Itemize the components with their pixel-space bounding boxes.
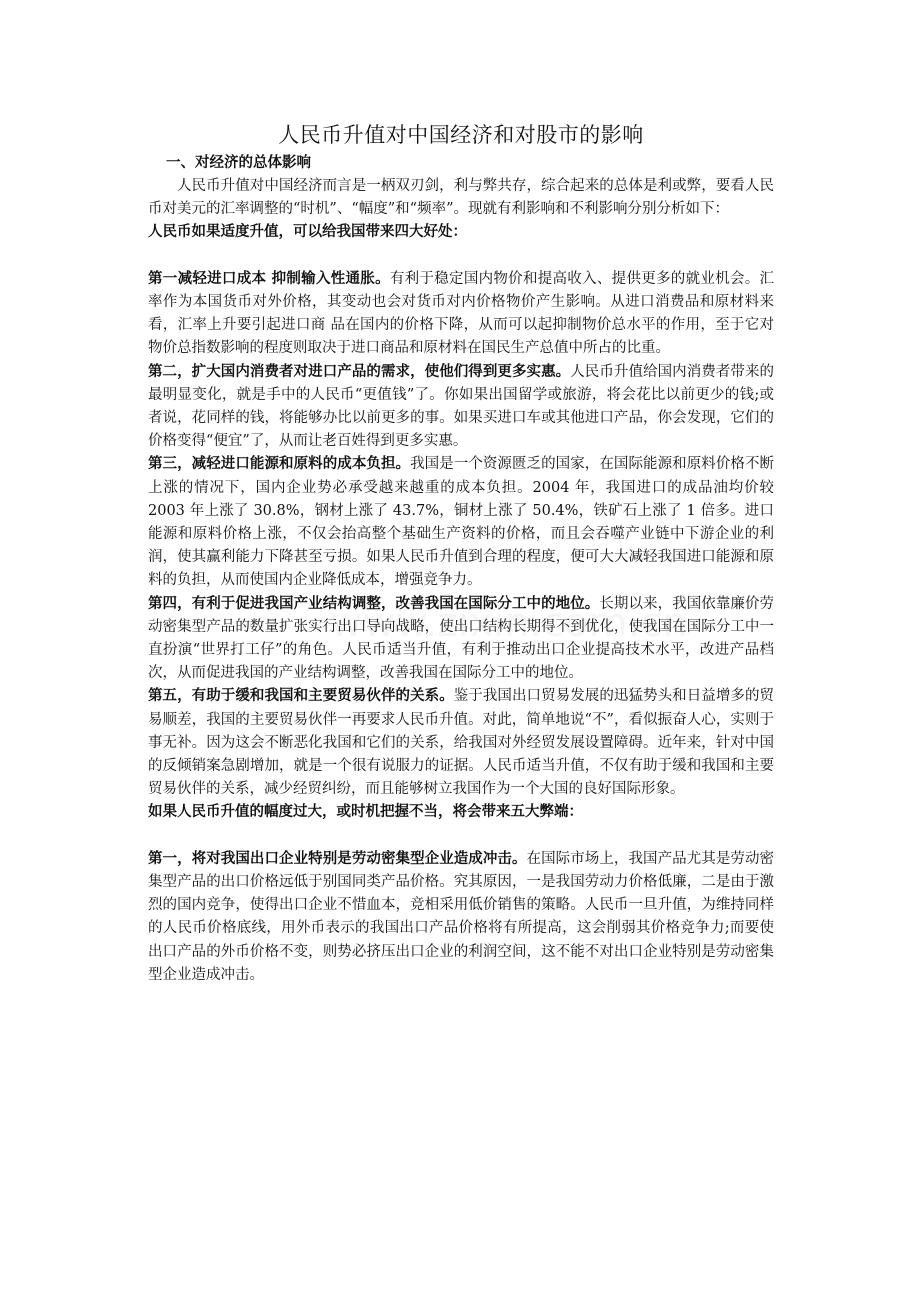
benefit-lead-3: 第三，减轻进口能源和原料的成本负担。 xyxy=(148,456,411,473)
intro-paragraph: 人民币升值对中国经济而言是一柄双刃剑，利与弊共存，综合起来的总体是利或弊，要看人民币对美元的汇率调整的“时机”、“幅度”和“频率”。现就有利影响和不利影响分别分析如下： xyxy=(148,178,774,218)
benefit-text-4: 长期以来，我国依靠廉价劳动密集型产品的数量扩张实行出口导向战略，使出口结构长期得不到优化，使我国在国际分工中一直扮演“世界打工仔”的角色。人民币适当升值，有利于推动出口企业提高技术水平，改进产品档次，从而促进我国的产业结构调整，改善我国在国际分工中的地位。 xyxy=(148,595,774,682)
drawbacks-heading: 如果人民币升值的幅度过大，或时机把握不当，将会带来五大弊端： xyxy=(148,804,583,821)
drawback-lead-1: 第一，将对我国出口企业特别是劳动密集型企业造成冲击。 xyxy=(148,850,527,867)
benefit-text-2: 人民币升值给国内消费者带来的最明显变化，就是手中的人民币“更值钱”了。你如果出国留学或旅游，将会花比以前更少的钱;或者说，花同样的钱，将能够办比以前更多的事。如果买进口车或其他进口产品，你会发现，它们的价格变得“便宜”了，从而让老百姓得到更多实惠。 xyxy=(148,363,775,450)
drawback-paragraph-1 xyxy=(148,848,774,987)
benefit-paragraph-3 xyxy=(148,453,774,592)
benefit-lead-4: 第四，有利于促进我国产业结构调整，改善我国在国际分工中的地位。 xyxy=(148,595,600,612)
benefit-text-3: 我国是一个资源匮乏的国家，在国际能源和原料价格不断上涨的情况下，国内企业势必承受越来越重的成本负担。2004 年，我国进口的成品油均价较 2003 年上涨了 30.8%，钢材上涨了 43.7%，铜材上涨了 50.4%，铁矿石上涨了 1 倍多。进口能源和原料价格上涨，不仅会抬高整个基础生产资料的价格，而且会吞噬产业链中下游企业的利润，使其赢利能力下降甚至亏损。如果人民币升值到合理的程度，便可大大减轻我国进口能源和原料的负担，从而使国内企业降低成本，增强竞争力。 xyxy=(148,456,775,589)
benefit-lead-5: 第五，有助于缓和我国和主要贸易伙伴的关系。 xyxy=(148,688,454,705)
blank-line xyxy=(148,825,774,848)
benefit-paragraph-1 xyxy=(148,268,774,361)
document-page xyxy=(148,118,774,987)
blank-line xyxy=(148,245,774,268)
benefit-lead-2: 第二，扩大国内消费者对进口产品的需求，使他们得到更多实惠。 xyxy=(148,363,571,380)
benefit-paragraph-5 xyxy=(148,685,774,801)
benefit-lead-1: 第一减轻进口成本 抑制输入性通胀。 xyxy=(148,270,390,287)
section-heading-overall-impact: 一、对经济的总体影响 xyxy=(166,155,311,171)
document-title: 人民币升值对中国经济和对股市的影响 xyxy=(278,123,644,147)
benefit-text-1: 有利于稳定国内物价和提高收入、提供更多的就业机会。汇率作为本国货币对外价格，其变动也会对货币对内价格物价产生影响。从进口消费品和原材料来看，汇率上升要引起进口商 品在国内的价格下降，从而可以起抑制物价总水平的作用，至于它对物价总指数影响的程度则取决于进口商品和原材料在国民生产总值中所占的比重。 xyxy=(148,270,775,357)
benefits-heading: 人民币如果适度升值，可以给我国带来四大好处： xyxy=(148,224,467,241)
benefit-paragraph-4 xyxy=(148,593,774,686)
benefit-text-5: 鉴于我国出口贸易发展的迅猛势头和日益增多的贸易顺差，我国的主要贸易伙伴一再要求人民币升值。对此，简单地说“不”，看似振奋人心，实则于事无补。因为这会不断恶化我国和它们的关系，给我国对外经贸发展设置障碍。近年来，针对中国的反倾销案急剧增加，就是一个很有说服力的证据。人民币适当升值，不仅有助于缓和我国和主要贸易伙伴的关系，减少经贸纠纷，而且能够树立我国作为一个大国的良好国际形象。 xyxy=(148,688,774,798)
drawback-text-1: 在国际市场上，我国产品尤其是劳动密集型产品的出口价格远低于别国同类产品价格。究其原因，一是我国劳动力价格低廉，二是由于激烈的国内竞争，使得出口企业不惜血本，竞相采用低价销售的策略。人民币一旦升值，为维持同样的人民币价格底线，用外币表示的我国出口产品价格将有所提高，这会削弱其价格竞争力;而要使出口产品的外币价格不变，则势必挤压出口企业的利润空间，这不能不对出口企业特别是劳动密集型企业造成冲击。 xyxy=(148,850,774,983)
benefit-paragraph-2 xyxy=(148,361,774,454)
